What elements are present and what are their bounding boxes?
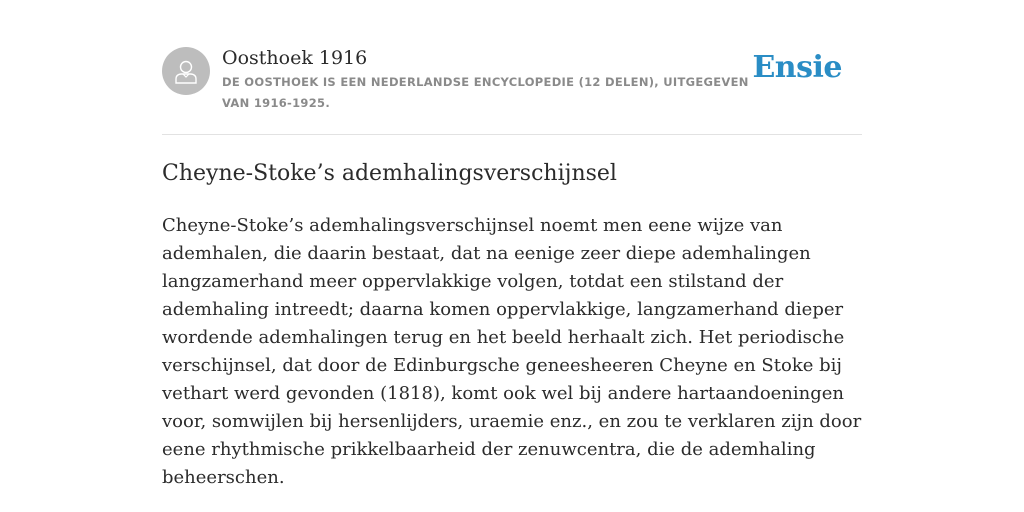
article-card [162,0,862,488]
source-description: DE OOSTHOEK IS EEN NEDERLANDSE ENCYCLOPEDIE (12 DELEN), UITGEGEVEN VAN 1916-1925. [222,75,749,110]
ensie-logo[interactable]: Ensie [752,50,842,85]
source-avatar[interactable] [162,47,210,95]
source-header [162,0,862,135]
user-avatar-icon [171,56,201,86]
article-body: Cheyne-Stoke’s ademhalingsverschijnsel noemt men eene wijze van ademhalen, die daarin bestaat, dat na eenige zeer diepe ademhalingen langzamerhand meer oppervlakkige volgen, totdat een stilstand der ademhaling intreedt; daarna komen oppervlakkige, langzamerhand dieper wordende ademhalingen terug en het beeld herhaalt zich. Het periodische verschijnsel, dat door de Edinburgsche geneesheeren Cheyne en Stoke bij vethart werd gevonden (1818), komt ook wel bij andere hartaandoeningen voor, somwijlen bij hersenlijders, uraemie enz., en zou te verklaren zijn door eene rhythmische prikkelbaarheid der zenuwcentra, die de ademhaling beheerschen. [162,215,862,488]
article-title: Cheyne-Stoke’s ademhalingsverschijnsel [162,161,617,186]
source-name[interactable]: Oosthoek 1916 [222,47,368,69]
